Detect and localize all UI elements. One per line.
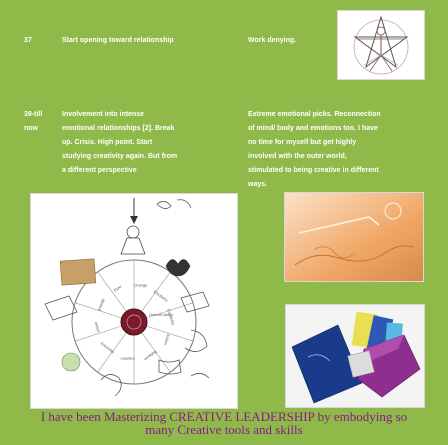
wheel-spoke-label: Intuition [120,356,135,362]
row-37-feeling-text [248,34,296,48]
text-line: Involvement into intense [62,111,145,118]
text-line: of mind/ body and emotions too. I have [248,125,378,132]
creative-wheel-illustration [30,193,238,409]
wheel-spoke-label: Energy [96,297,106,312]
vitruvian-man-image [337,10,425,80]
row-39-feeling-text [248,108,438,192]
text-line: up. Crisis. High point. Start [62,139,153,146]
text-line: no time for myself but get highly [248,139,357,146]
wheel-spoke-label: Harmony [99,341,116,355]
caption-line: many Creative tools and skills [145,422,303,437]
row-39-stage-text [62,108,237,178]
age-37: 37 [24,37,32,44]
creative-tools-photo [285,304,425,408]
wheel-spoke-label: Change [133,282,148,288]
wheel-spoke-label: Emotions [152,288,170,303]
age-line: now [24,125,38,132]
age-line: 39-till [24,111,43,118]
caption [0,410,448,436]
wheel-spoke-label: Action [163,333,172,346]
wheel-spoke-label: Balance [143,349,158,362]
text-line: involved with the outer world, [248,153,347,160]
abstract-sketch-image [284,192,424,282]
row-37-stage-text [62,34,174,48]
wheel-center-label: Overall vision [149,312,174,317]
wheel-spoke-label: Flow [112,283,123,293]
text-line: Extreme emotional picks. Reconnection [248,111,381,118]
wheel-spoke-label: Creativity [166,308,177,326]
text-line: studying creativity again. But from [62,153,178,160]
text-line: Work denying. [248,37,297,44]
wheel-spoke-label: Vision [92,321,101,334]
age-39-till-now [24,108,42,136]
text-line: emotional relationships [2]. Break [62,125,175,132]
caption-line: I have been Masterizing CREATIVE LEADERSHIP by embodying so [40,409,408,424]
text-line: stimulated to being creative in different [248,167,379,174]
text-line: Start opening toward relationship [62,37,174,44]
text-line: ways. [248,181,268,188]
text-line: a different perspective [62,167,137,174]
